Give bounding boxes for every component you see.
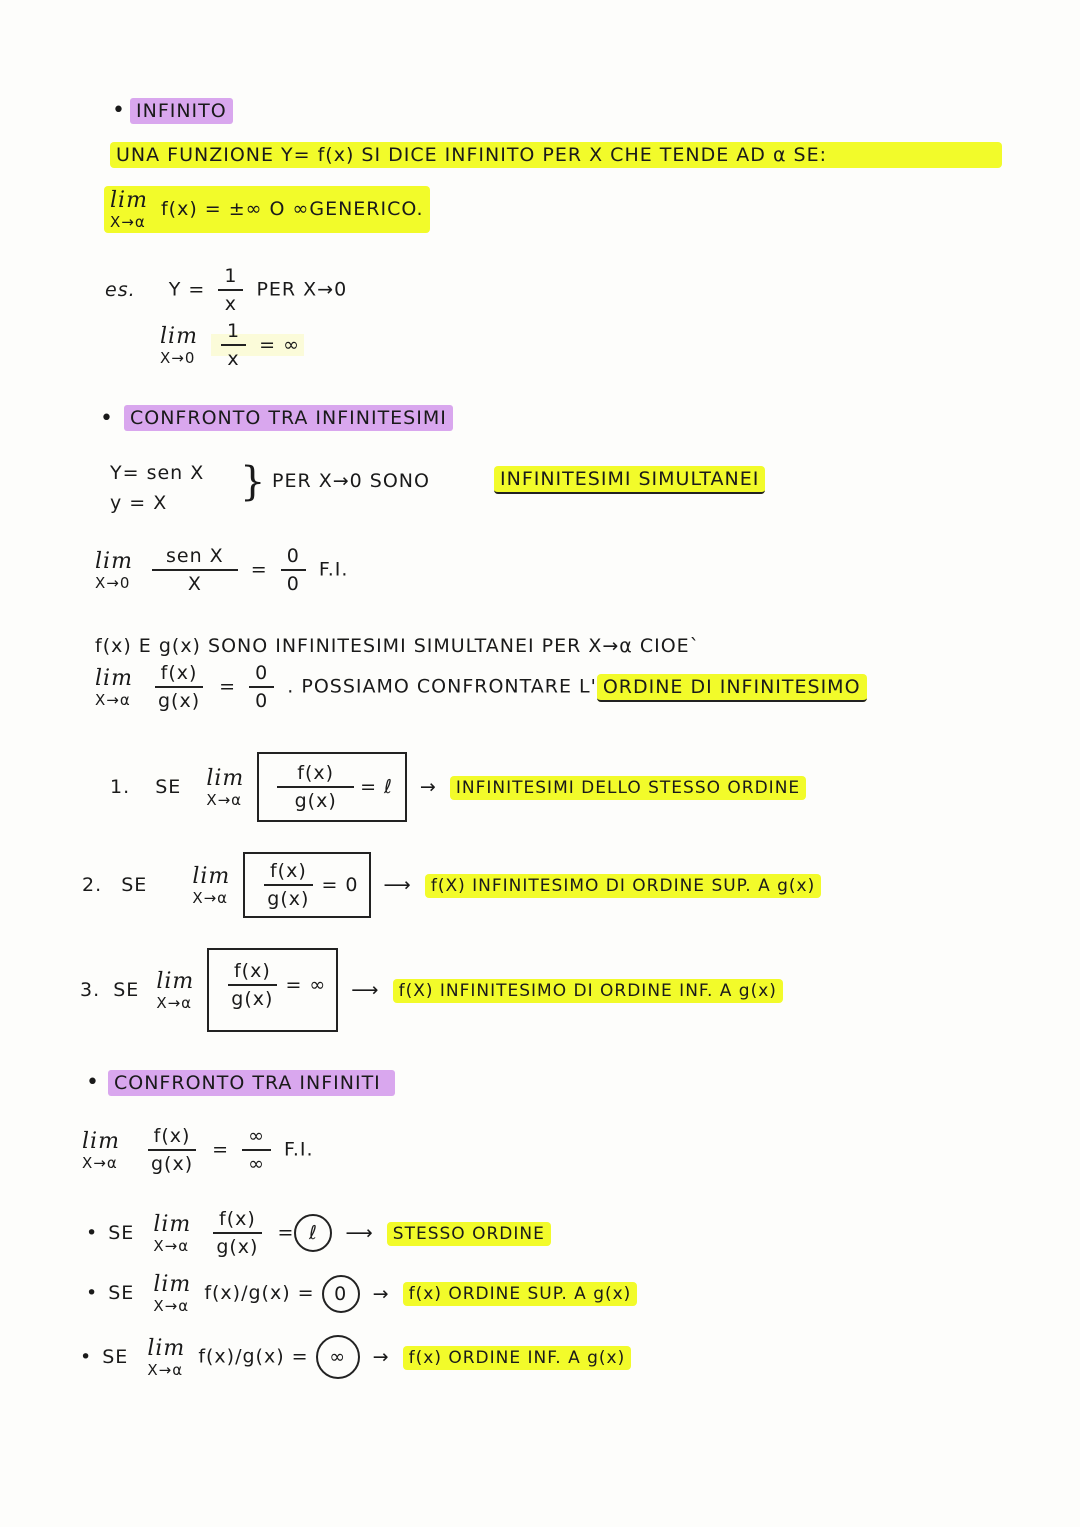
function-1: Y= sen X [110,462,205,484]
circled-value: ∞ [316,1335,360,1379]
limit-sen-x: lim X→0 $\frac{\text{sen X}}{X}$ = $\frac{0}{0}$ F.I. [95,545,349,595]
arrow-right-icon: ⟶ [345,1222,374,1244]
bullet: • [112,98,126,123]
section-title-confronto-infinitesimi: CONFRONTO TRA INFINITESIMI [124,407,453,429]
boxed-limit: $\frac{f(x)}{g(x)}$ = ∞ [207,948,338,1032]
arrow-right-icon: ⟶ [383,874,412,896]
limit-inf-over-inf: lim X→α $\frac{f(x)}{g(x)}$ = $\frac{\infty}{\infty}$ F.I. [82,1125,314,1175]
definition-infinito: UNA FUNZIONE Y= f(x) SI DICE INFINITO PER X CHE TENDE AD α SE: [110,142,1010,168]
circled-value: ℓ [294,1214,332,1252]
boxed-limit: $\frac{f(x)}{g(x)}$ = ℓ [257,752,407,822]
simultaneous-statement: f(x) E g(x) SONO INFINITESIMI SIMULTANEI PER X→α CIOE` [95,635,701,657]
simultaneous-label: INFINITESIMI SIMULTANEI [494,468,765,490]
limit-ratio-zero: lim X→α $\frac{f(x)}{g(x)}$ = $\frac{0}{0}$ . POSSIAMO CONFRONTARE L' ORDINE DI INFINITESIMO [95,662,867,712]
example: es. Y = $\frac{1}{x}$ PER X→0 [105,265,348,315]
case-2: 2. SE lim X→α $\frac{f(x)}{g(x)}$ = 0 ⟶ f(X) INFINITESIMO DI ORDINE SUP. A g(x) [82,852,821,918]
infiniti-case-3: • SE lim X→α f(x)/g(x) = ∞ → f(x) ORDINE INF. A g(x) [80,1335,631,1379]
boxed-limit: $\frac{f(x)}{g(x)}$ = 0 [243,852,370,918]
function-2: y = X [110,492,168,514]
infiniti-case-2: • SE lim X→α f(x)/g(x) = 0 → f(x) ORDINE SUP. A g(x) [86,1272,637,1315]
bullet: • [100,406,114,431]
infiniti-case-1: • SE lim X→α $\frac{f(x)}{g(x)}$ = ℓ ⟶ STESSO ORDINE [86,1208,551,1258]
section-title-infinito: INFINITO [130,100,233,122]
section-title-confronto-infiniti: CONFRONTO TRA INFINITI [108,1072,395,1094]
brace-text: PER X→0 SONO [272,470,430,492]
arrow-right-icon: → [419,776,437,798]
case-1: 1. SE lim X→α $\frac{f(x)}{g(x)}$ = ℓ → INFINITESIMI DELLO STESSO ORDINE [110,752,806,822]
arrow-right-icon: → [372,1346,390,1368]
order-highlight: ORDINE DI INFINITESIMO [597,674,867,702]
bullet: • [86,1070,100,1095]
case-3: 3. SE lim X→α $\frac{f(x)}{g(x)}$ = ∞ ⟶ f(X) INFINITESIMO DI ORDINE INF. A g(x) [80,948,783,1032]
definition-limit: lim X→α f(x) = ±∞ O ∞GENERICO. [104,186,430,233]
example-limit: lim X→0 $\frac{1}{x}$ = ∞ [160,320,304,370]
brace: } [240,459,267,505]
arrow-right-icon: ⟶ [351,979,380,1001]
circled-value: 0 [322,1275,360,1313]
arrow-right-icon: → [372,1282,390,1305]
